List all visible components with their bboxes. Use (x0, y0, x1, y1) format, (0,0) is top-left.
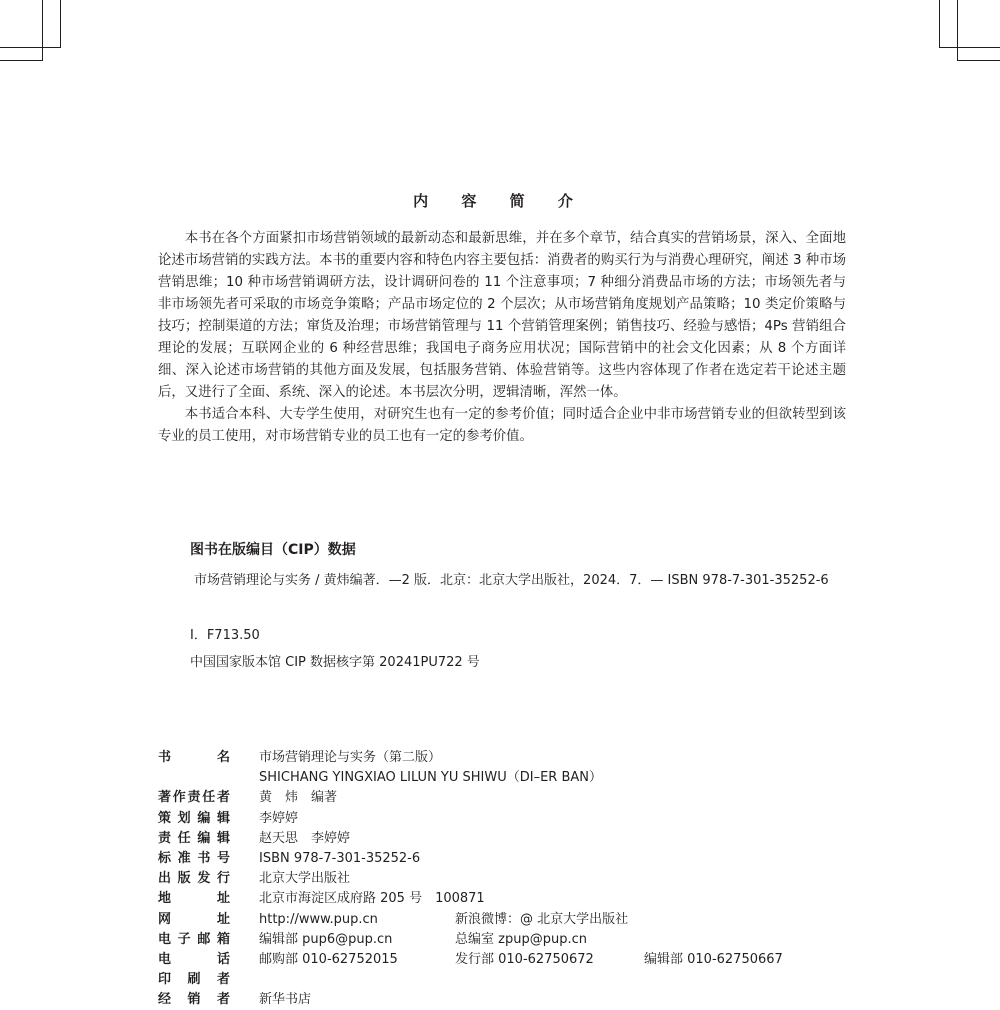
info-label: 责任编辑 (158, 830, 230, 846)
email-chief-office[interactable]: 总编室 zpup@pup.cn (455, 931, 587, 947)
intro-section (158, 228, 846, 448)
info-value: 市场营销理论与实务（第二版） (259, 750, 442, 765)
crop-mark-top-right-horizontal (939, 47, 1000, 48)
crop-mark-top-left-vertical (42, 0, 43, 60)
info-label: 策划编辑 (158, 810, 230, 826)
crop-mark-top-left-vertical-2 (60, 0, 61, 48)
page-title: 内 容 简 介 (413, 192, 587, 210)
info-label: 出版发行 (158, 871, 230, 887)
info-row-phone (158, 950, 858, 970)
info-value: 北京大学出版社 (259, 871, 351, 887)
info-label: 电子邮箱 (158, 931, 230, 947)
info-row-email (158, 930, 858, 950)
info-label: 标准书号 (158, 850, 230, 866)
intro-paragraph: 本书适合本科、大专学生使用，对研究生也有一定的参考价值；同时适合企业中非市场营销专业的但欲转型到该专业的员工使用，对市场营销专业的员工也有一定的参考价值。 (158, 407, 846, 444)
info-row-isbn (158, 849, 858, 869)
cip-record: 市场营销理论与实务 / 黄炜编著．—2 版．北京：北京大学出版社，2024．7．— ISBN 978-7-301-35252-6 (194, 573, 829, 588)
crop-mark-top-left-horizontal (0, 47, 61, 48)
info-label: 地址 (158, 891, 230, 907)
intro-paragraph: 本书在各个方面紧扣市场营销领域的最新动态和最新思维，并在多个章节，结合真实的营销场景，深入、全面地论述市场营销的实践方法。本书的重要内容和特色内容主要包括：消费者的购买行为与消费心理研究，阐述 3 种市场营销思维；10 种市场营销调研方法，设计调研问卷的 11 个注意事项；7 种细分消费品市场的方法；市场领先者与非市场领先者可采取的市场竞争策略；产品市场定位的 2 个层次；从市场营销角度规划产品策略；10 类定价策略与技巧；控制渠道的方法；窜货及治理；市场营销管理与 11 个营销管理案例；销售技巧、经验与感悟；4Ps 营销组合理论的发展；互联网企业的 6 种经营思维；我国电子商务应用状况；国际营销中的社会文化因素；从 8 个方面详细、深入论述市场营销的其他方面及发展，包括服务营销、体验营销等。这些内容体现了作者在选定若干论述主题后，又进行了全面、系统、深入的论述。本书层次分明，逻辑清晰，浑然一体。 (158, 231, 846, 400)
info-label: 印刷者 (158, 972, 230, 988)
info-row-author (158, 788, 858, 808)
phone-distribution: 发行部 010-62750672 (455, 951, 594, 967)
info-label: 书名 (158, 750, 230, 765)
crop-mark-top-right-vertical (939, 0, 940, 48)
crop-mark-top-right-horizontal-2 (957, 60, 1000, 61)
info-value: SHICHANG YINGXIAO LILUN YU SHIWU（DI–ER BAN） (259, 770, 603, 786)
info-row-address (158, 889, 858, 909)
info-row-distributor (158, 990, 858, 1010)
weibo-account: 新浪微博：@ 北京大学出版社 (455, 911, 629, 927)
info-row-website (158, 910, 858, 930)
phone-mail-order: 邮购部 010-62752015 (259, 951, 398, 967)
info-row-title (158, 748, 858, 768)
info-row-printer (158, 970, 858, 990)
info-label: 电话 (158, 951, 230, 967)
info-value: 李婷婷 (259, 810, 299, 826)
crop-mark-top-right-vertical-2 (957, 0, 958, 60)
cip-verification: 中国国家版本馆 CIP 数据核字第 20241PU722 号 (190, 655, 480, 670)
publication-info (158, 748, 858, 1010)
info-label: 经销者 (158, 992, 230, 1008)
info-value: 北京市海淀区成府路 205 号 100871 (259, 891, 485, 907)
info-value: ISBN 978-7-301-35252-6 (259, 850, 421, 866)
cip-heading: 图书在版编目（CIP）数据 (190, 542, 356, 558)
info-label: 网址 (158, 911, 230, 927)
info-value: 黄 炜 编著 (259, 790, 338, 806)
info-value: 新华书店 (259, 992, 312, 1008)
crop-mark-top-left-horizontal-2 (0, 60, 43, 61)
info-row-planning-editor (158, 809, 858, 829)
info-row-title-pinyin (158, 768, 858, 788)
cip-classification: Ⅰ．F713.50 (190, 628, 260, 643)
info-value: 赵天思 李婷婷 (259, 830, 351, 846)
info-row-responsible-editor (158, 829, 858, 849)
info-row-publisher (158, 869, 858, 889)
email-editorial[interactable]: 编辑部 pup6@pup.cn (259, 931, 393, 947)
website-link[interactable]: http://www.pup.cn (259, 911, 378, 927)
info-label: 著作责任者 (158, 790, 230, 806)
phone-editorial: 编辑部 010-62750667 (644, 951, 783, 967)
